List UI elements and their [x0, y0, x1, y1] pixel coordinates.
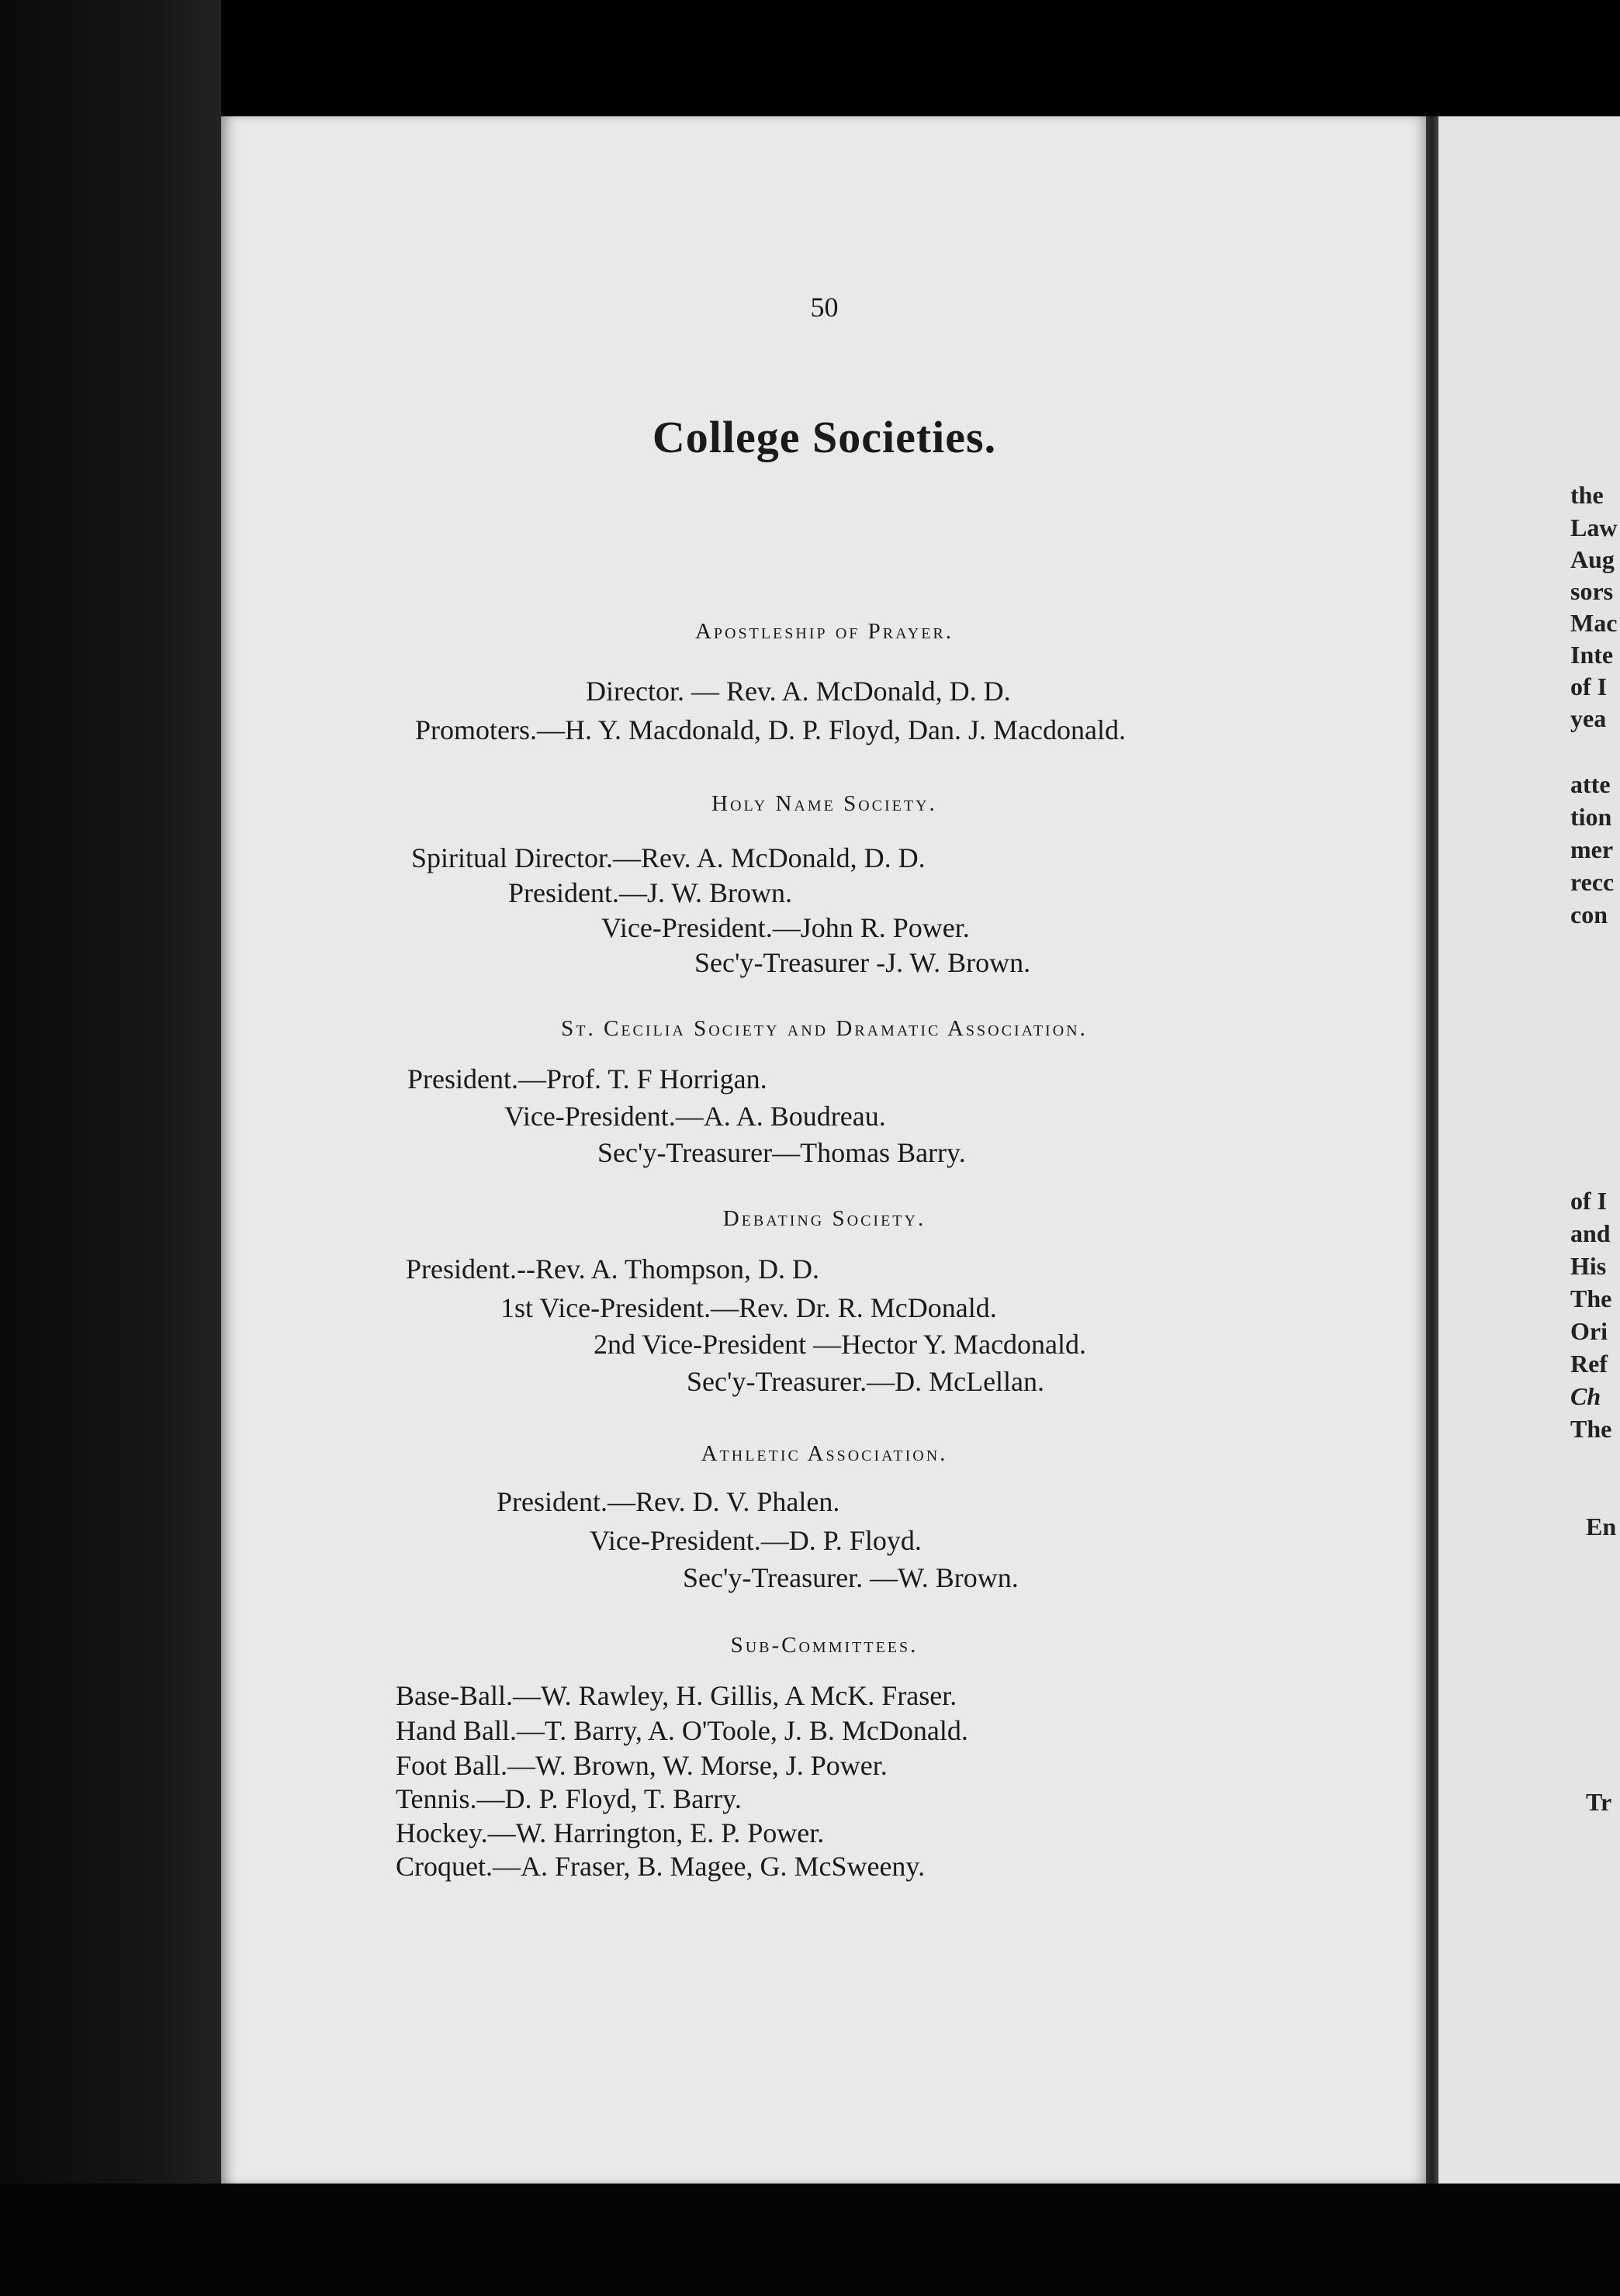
facing-fragment: sors	[1570, 577, 1614, 605]
facing-fragment: Ori	[1570, 1317, 1608, 1345]
facing-fragment: En	[1586, 1513, 1617, 1540]
sub-committee-base-ball: Base-Ball.—W. Rawley, H. Gillis, A McK. Fraser.	[396, 1680, 957, 1711]
facing-fragment: The	[1570, 1285, 1612, 1312]
debating-president: President.--Rev. A. Thompson, D. D.	[406, 1253, 819, 1285]
facing-fragment: tion	[1570, 803, 1612, 831]
apostleship-director: Director. — Rev. A. McDonald, D. D.	[586, 676, 1011, 707]
facing-fragment: the	[1570, 481, 1604, 509]
st-cecilia-vice-president: Vice-President.—A. A. Boudreau.	[504, 1101, 886, 1132]
sub-committee-tennis: Tennis.—D. P. Floyd, T. Barry.	[396, 1783, 742, 1814]
facing-fragment: of I	[1570, 673, 1608, 700]
section-heading-apostleship: Apostleship of Prayer.	[694, 619, 954, 644]
section-heading-holy-name: Holy Name Society.	[711, 791, 937, 816]
section-heading-st-cecilia: St. Cecilia Society and Dramatic Association.	[561, 1016, 1088, 1041]
apostleship-promoters: Promoters.—H. Y. Macdonald, D. P. Floyd, Dan. J. Macdonald.	[415, 714, 1126, 745]
book-gutter	[1426, 116, 1438, 2184]
facing-fragment: Tr	[1586, 1788, 1612, 1816]
section-heading-debating: Debating Society.	[722, 1206, 926, 1231]
facing-fragment: Law	[1570, 513, 1618, 541]
page-number: 50	[810, 292, 839, 323]
holy-name-president: President.—J. W. Brown.	[508, 877, 793, 908]
facing-fragment: Ref	[1570, 1350, 1608, 1378]
section-heading-sub-committees: Sub-Committees.	[730, 1633, 919, 1658]
page-title: College Societies.	[652, 412, 997, 462]
holy-name-vice-president: Vice-President.—John R. Power.	[601, 912, 970, 943]
facing-fragment: and	[1570, 1219, 1611, 1247]
facing-fragment: Inte	[1570, 641, 1614, 669]
facing-fragment: atte	[1570, 770, 1611, 798]
st-cecilia-secretary-treasurer: Sec'y-Treasurer—Thomas Barry.	[597, 1137, 966, 1168]
holy-name-spiritual-director: Spiritual Director.—Rev. A. McDonald, D. D.	[411, 842, 926, 873]
facing-fragment: Ch	[1570, 1382, 1601, 1410]
facing-fragment: yea	[1570, 704, 1607, 732]
facing-fragment: recc	[1570, 868, 1615, 896]
holy-name-secretary-treasurer: Sec'y-Treasurer -J. W. Brown.	[694, 947, 1031, 978]
scan-top-background	[0, 0, 1620, 116]
facing-fragment: con	[1570, 901, 1608, 928]
facing-fragment: Mac	[1570, 609, 1618, 637]
book-page	[221, 116, 1428, 2184]
facing-page	[1438, 116, 1620, 2184]
sub-committee-foot-ball: Foot Ball.—W. Brown, W. Morse, J. Power.	[396, 1750, 888, 1781]
facing-fragment: The	[1570, 1415, 1612, 1443]
facing-fragment: Aug	[1570, 545, 1615, 573]
st-cecilia-president: President.—Prof. T. F Horrigan.	[407, 1063, 767, 1094]
debating-second-vice-president: 2nd Vice-President —Hector Y. Macdonald.	[594, 1329, 1087, 1360]
sub-committee-hand-ball: Hand Ball.—T. Barry, A. O'Toole, J. B. McDonald.	[396, 1715, 968, 1746]
debating-first-vice-president: 1st Vice-President.—Rev. Dr. R. McDonald.	[500, 1292, 997, 1323]
section-heading-athletic: Athletic Association.	[701, 1441, 948, 1466]
sub-committee-croquet: Croquet.—A. Fraser, B. Magee, G. McSweeny.	[396, 1851, 926, 1882]
debating-secretary-treasurer: Sec'y-Treasurer.—D. McLellan.	[687, 1366, 1045, 1397]
athletic-president: President.—Rev. D. V. Phalen.	[497, 1486, 840, 1517]
facing-fragment: His	[1570, 1252, 1607, 1280]
athletic-secretary-treasurer: Sec'y-Treasurer. —W. Brown.	[683, 1562, 1019, 1593]
facing-fragment: of I	[1570, 1187, 1608, 1215]
scan-left-background	[0, 0, 221, 2296]
sub-committee-hockey: Hockey.—W. Harrington, E. P. Power.	[396, 1817, 825, 1848]
scan-bottom-background	[0, 2184, 1620, 2296]
athletic-vice-president: Vice-President.—D. P. Floyd.	[590, 1525, 922, 1556]
facing-fragment: mer	[1570, 835, 1614, 863]
